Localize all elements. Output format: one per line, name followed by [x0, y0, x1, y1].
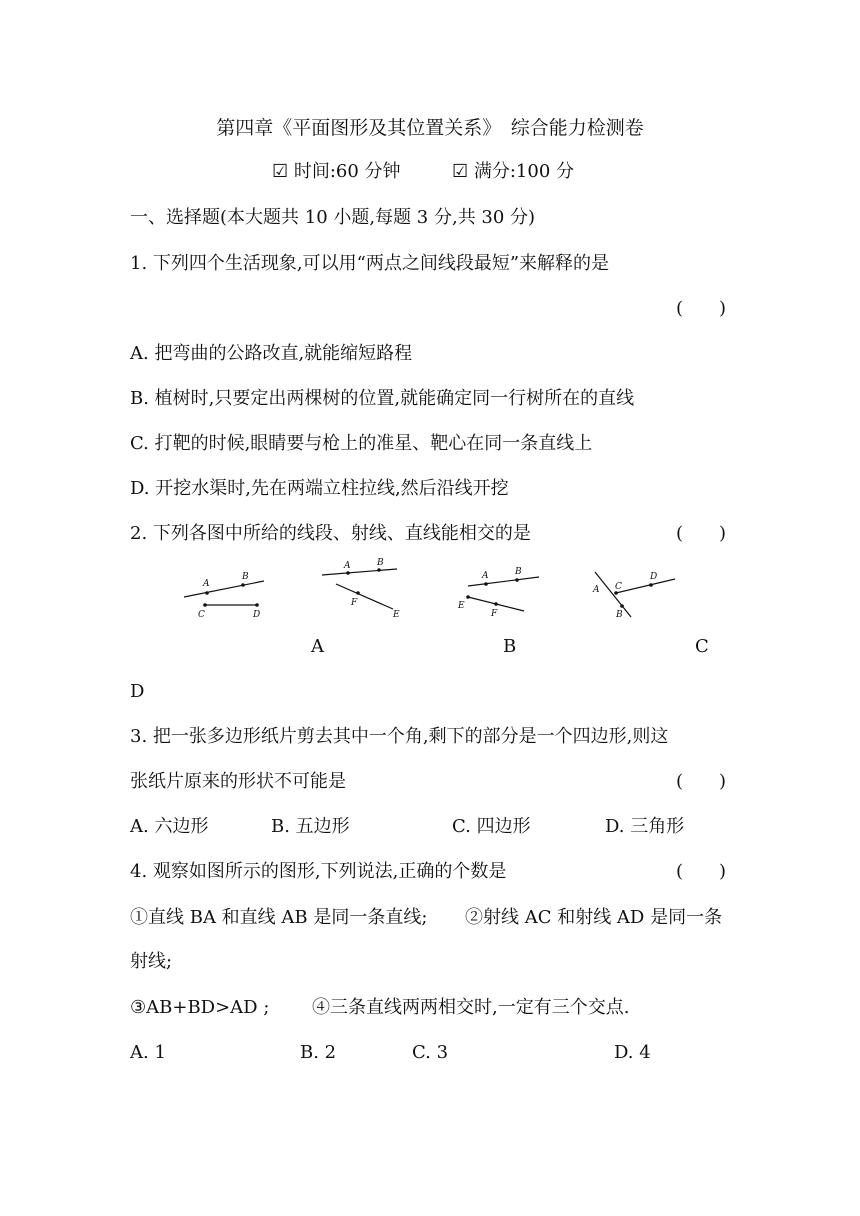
question-1-answer-paren: ( )	[676, 298, 727, 319]
exam-title: 第四章《平面图形及其位置关系》 综合能力检测卷	[216, 117, 644, 139]
question-4-statement-3: ③AB+BD>AD ;	[130, 997, 270, 1018]
exam-time: ☑ 时间:60 分钟	[272, 161, 401, 182]
question-4-answer-paren: ( )	[676, 861, 727, 882]
figure-4	[592, 572, 675, 620]
fig4-label-b: B	[616, 610, 623, 620]
fig3-point-f	[494, 602, 498, 606]
fig2-label-a: A	[344, 561, 351, 571]
fig3-point-b	[515, 578, 519, 582]
fig1-label-b: B	[242, 572, 249, 582]
fig3-label-b: B	[515, 567, 522, 577]
fig4-label-a: A	[593, 585, 600, 595]
fig3-point-e	[466, 595, 470, 599]
question-4-option-a: A. 1	[130, 1042, 166, 1063]
question-2-caption-d: D	[130, 681, 145, 702]
fig4-point-b	[620, 604, 624, 608]
question-3-option-c: C. 四边形	[452, 816, 531, 837]
question-2-caption-c: C	[695, 636, 709, 657]
question-2-figures	[0, 555, 860, 625]
fig3-line-ab	[468, 577, 539, 586]
question-4-stem: 4. 观察如图所示的图形,下列说法,正确的个数是	[130, 861, 507, 882]
fig1-point-b	[241, 583, 245, 587]
fig2-ray-fe	[336, 584, 393, 609]
fig4-point-d	[649, 583, 653, 587]
question-2-caption-b: B	[503, 636, 517, 657]
question-2-answer-paren: ( )	[676, 523, 727, 544]
question-3-stem-line2: 张纸片原来的形状不可能是	[130, 771, 346, 792]
section-heading: 一、选择题(本大题共 10 小题,每题 3 分,共 30 分)	[130, 207, 536, 228]
fig2-line-ab	[322, 569, 397, 575]
question-3-option-b: B. 五边形	[271, 816, 350, 837]
fig4-ray-cd	[616, 579, 675, 593]
question-1-option-a: A. 把弯曲的公路改直,就能缩短路程	[130, 343, 413, 364]
fig1-label-c: C	[198, 610, 205, 620]
fig2-label-f: F	[351, 598, 358, 608]
question-4-statement-1: ①直线 BA 和直线 AB 是同一条直线;	[130, 907, 428, 928]
fig1-label-d: D	[253, 610, 261, 620]
fig3-label-a: A	[482, 571, 489, 581]
question-1-option-c: C. 打靶的时候,眼睛要与枪上的准星、靶心在同一条直线上	[130, 433, 593, 454]
question-3-stem-line1: 3. 把一张多边形纸片剪去其中一个角,剩下的部分是一个四边形,则这	[130, 726, 669, 747]
question-2-stem: 2. 下列各图中所给的线段、射线、直线能相交的是	[130, 523, 531, 544]
fig1-point-d	[255, 603, 259, 607]
fig3-label-e: E	[458, 601, 465, 611]
fig2-point-a	[346, 571, 350, 575]
question-4-option-c: C. 3	[412, 1042, 449, 1063]
question-4-option-b: B. 2	[300, 1042, 337, 1063]
fig2-point-f	[356, 591, 360, 595]
question-3-option-a: A. 六边形	[130, 816, 209, 837]
figure-3	[457, 567, 539, 619]
figure-1	[184, 572, 264, 620]
fig4-label-c: C	[615, 582, 622, 592]
question-1-option-b: B. 植树时,只要定出两棵树的位置,就能确定同一行树所在的直线	[130, 388, 635, 409]
question-1-stem: 1. 下列四个生活现象,可以用“两点之间线段最短”来解释的是	[130, 253, 610, 274]
question-2-caption-a: A	[311, 636, 324, 657]
fig4-line-ab	[595, 572, 631, 617]
figure-2	[322, 558, 400, 620]
question-3-answer-paren: ( )	[676, 771, 727, 792]
question-1-option-d: D. 开挖水渠时,先在两端立柱拉线,然后沿线开挖	[130, 478, 509, 499]
exam-score: ☑ 满分:100 分	[452, 161, 575, 182]
fig1-line-ab	[184, 581, 264, 597]
question-4-statement-4: ④三条直线两两相交时,一定有三个交点.	[312, 997, 630, 1018]
fig1-point-a	[205, 591, 209, 595]
fig1-label-a: A	[203, 579, 210, 589]
fig4-label-d: D	[650, 572, 658, 582]
question-4-option-d: D. 4	[614, 1042, 651, 1063]
fig2-label-e: E	[393, 610, 400, 620]
fig3-label-f: F	[491, 609, 498, 619]
fig1-point-c	[203, 603, 207, 607]
fig2-point-b	[377, 568, 381, 572]
fig3-point-a	[484, 582, 488, 586]
question-4-statement-2: ②射线 AC 和射线 AD 是同一条	[465, 907, 723, 928]
question-3-option-d: D. 三角形	[605, 816, 685, 837]
question-4-statement-2-cont: 射线;	[130, 951, 173, 972]
fig2-label-b: B	[377, 558, 384, 568]
